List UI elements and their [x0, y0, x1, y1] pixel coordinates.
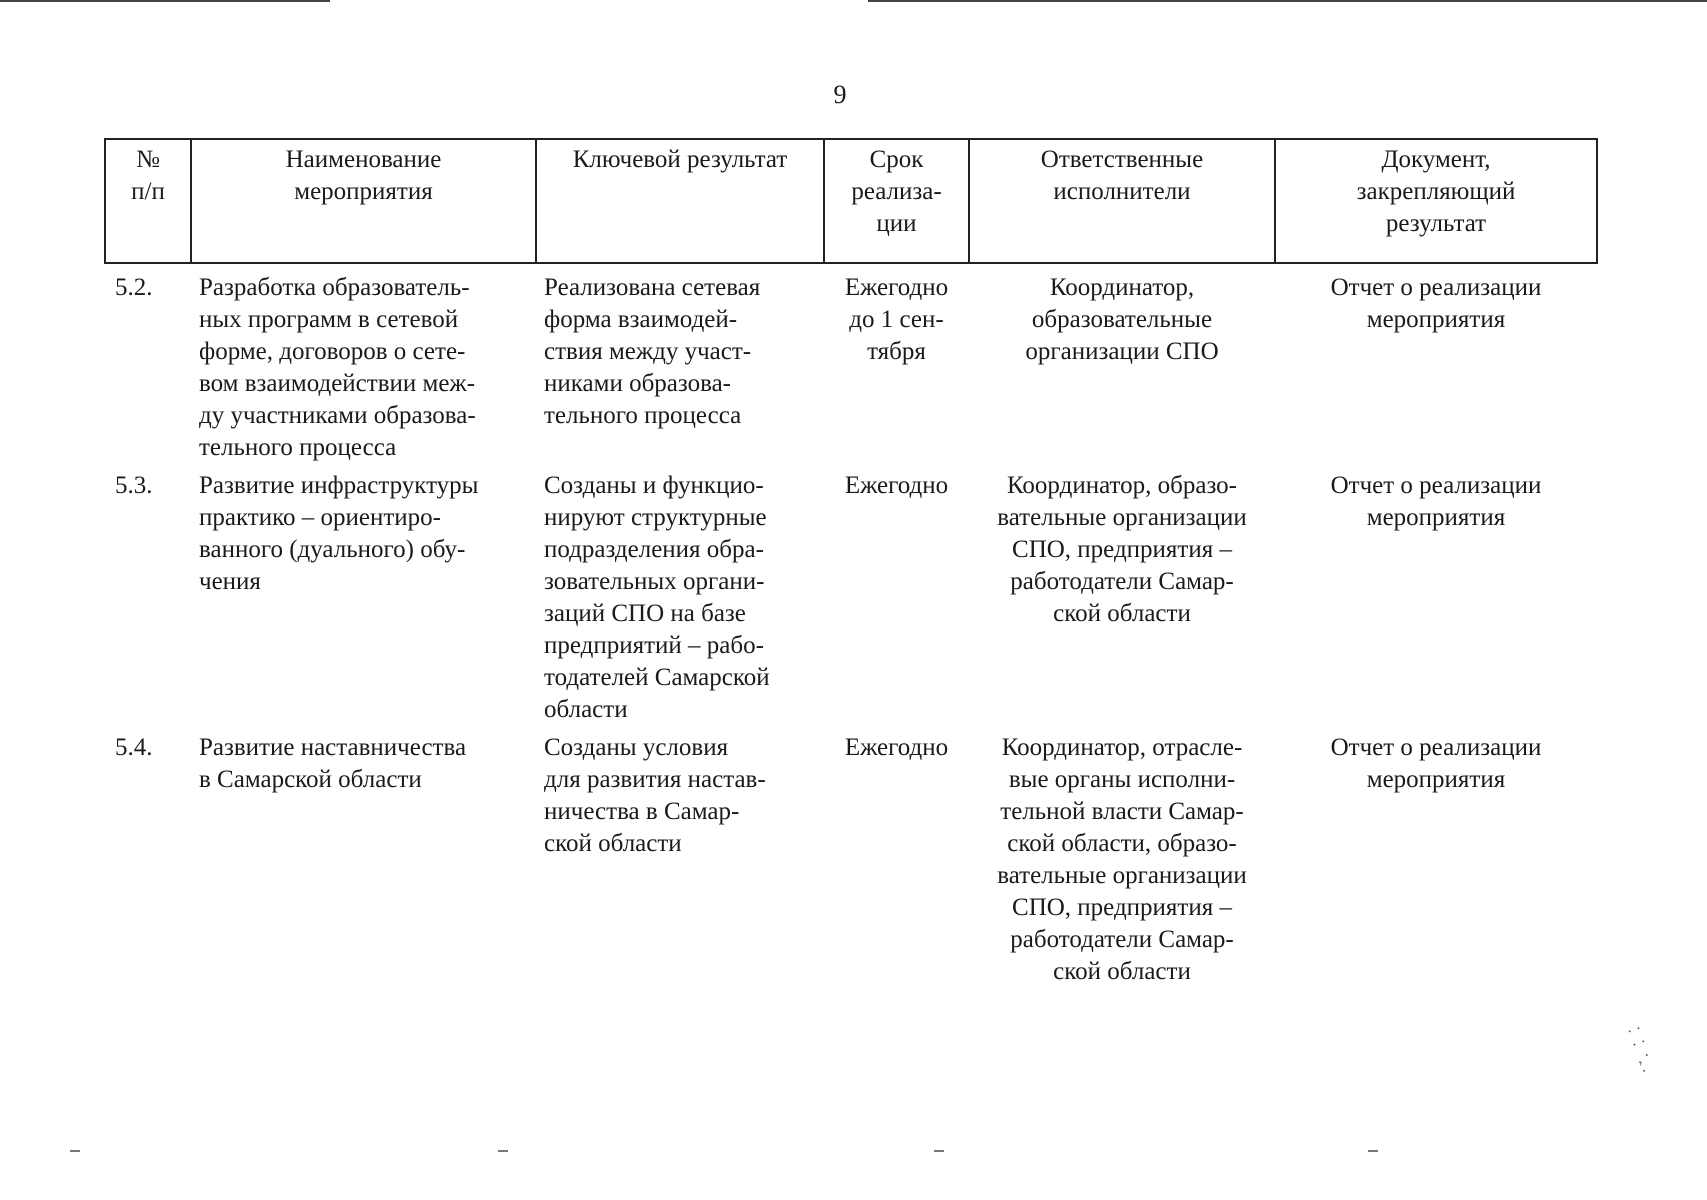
activities-table-container [104, 138, 1596, 988]
activity-name: Развитие инфраструктуры практико – ориентиро- ванного (дуального) обу- чения [199, 472, 479, 595]
document: Отчет о реализации мероприятия [1330, 274, 1542, 333]
activities-table [104, 138, 1598, 988]
table-header-row [105, 139, 1597, 263]
term: Ежегодно [844, 472, 949, 499]
table-row [105, 263, 1597, 464]
table-row [105, 726, 1597, 988]
row-number: 5.2. [115, 274, 153, 301]
executors: Координатор, образовательные организации СПО [1025, 274, 1219, 365]
key-result: Реализована сетевая форма взаимодей- ствия между участ- никами образова- тельного процесса [544, 274, 761, 429]
header-number: № п/п [105, 139, 191, 263]
document: Отчет о реализации мероприятия [1330, 472, 1542, 531]
header-activity-name: Наименование мероприятия [191, 139, 536, 263]
key-result: Созданы и функцио- нируют структурные подразделения обра- зовательных органи- заций СПО на базе предприятий – рабо- тодателей Самарской области [544, 472, 770, 723]
document: Отчет о реализации мероприятия [1330, 734, 1542, 793]
table-header [105, 139, 1597, 263]
header-term: Срок реализа- ции [824, 139, 969, 263]
scan-mark [498, 1150, 508, 1152]
executors: Координатор, образо- вательные организации СПО, предприятия – работодатели Самар- ской области [997, 472, 1247, 627]
page-number: 9 [833, 80, 847, 109]
term: Ежегодно до 1 сен- тября [844, 274, 949, 365]
scan-mark [934, 1150, 944, 1152]
activity-name: Развитие наставничества в Самарской области [199, 734, 467, 793]
header-executors: Ответственные исполнители [969, 139, 1275, 263]
header-document: Документ, закрепляющий результат [1275, 139, 1597, 263]
header-key-result: Ключевой результат [536, 139, 824, 263]
scan-footer-marks [0, 1150, 1707, 1160]
executors: Координатор, отрасле- вые органы исполни- тельной власти Самар- ской области, образо- вательные организации СПО, предприятия – работодатели Самар- ской области [997, 734, 1247, 985]
row-number: 5.3. [115, 472, 153, 499]
scan-edge-line-right [868, 0, 1707, 2]
key-result: Созданы условия для развития настав- ничества в Самар- ской области [544, 734, 766, 857]
scan-mark [1368, 1150, 1378, 1152]
scan-mark [70, 1150, 80, 1152]
table-body [105, 263, 1597, 988]
scan-edge-line-left [0, 0, 330, 2]
table-row [105, 464, 1597, 726]
term: Ежегодно [844, 734, 949, 761]
activity-name: Разработка образователь- ных программ в сетевой форме, договоров о сете- вом взаимодействии меж- ду участниками образова- тельного процесса [199, 274, 476, 461]
scan-specks: · · · · , · · [1624, 1020, 1653, 1081]
row-number: 5.4. [115, 734, 153, 761]
